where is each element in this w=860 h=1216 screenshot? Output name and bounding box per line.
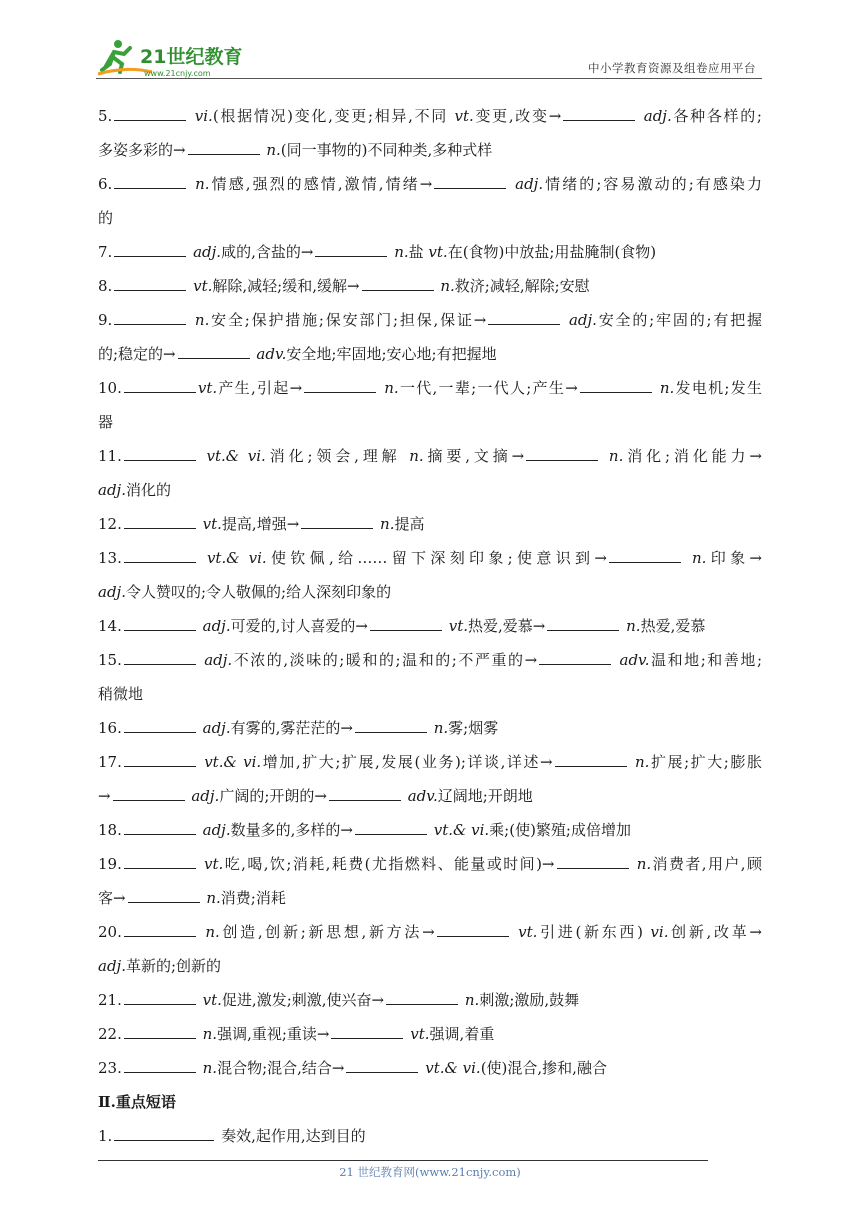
answer-blank[interactable] (178, 341, 250, 359)
text-line (98, 881, 762, 915)
text-line (98, 541, 762, 575)
text-segment: 扩展;扩大;膨胀 (649, 753, 762, 771)
part-of-speech: n. (205, 923, 220, 941)
text-segment: 消费;消耗 (220, 889, 286, 907)
text-segment: 不浓的,淡味的;暖和的;温和的;不严重的→ (232, 651, 538, 669)
text-segment: 引进(新东西) (537, 923, 651, 941)
answer-blank[interactable] (434, 171, 506, 189)
answer-blank[interactable] (331, 1021, 403, 1039)
part-of-speech: vt.& vi. (206, 447, 266, 465)
text-segment: 一代,一辈;一代人;产生→ (398, 379, 578, 397)
text-segment: 刺激;激励,鼓舞 (479, 991, 580, 1009)
part-of-speech: n. (636, 855, 652, 873)
answer-blank[interactable] (124, 443, 196, 461)
text-segment: 吃,喝,饮;消耗,耗费(尤指燃料、能量或时间)→ (223, 855, 555, 873)
answer-blank[interactable] (124, 613, 196, 631)
text-segment: 14. (98, 617, 122, 635)
part-of-speech: vt.& vi. (206, 549, 267, 567)
logo-url: www.21cnjy.com (144, 69, 211, 78)
part-of-speech: n. (202, 1059, 218, 1077)
part-of-speech: vi. (650, 923, 669, 941)
text-segment: 增加,扩大;扩展,发展(业务);详谈,详述→ (261, 753, 553, 771)
part-of-speech: adj. (193, 243, 222, 261)
answer-blank[interactable] (563, 103, 635, 121)
part-of-speech: n. (626, 617, 641, 635)
answer-blank[interactable] (114, 171, 186, 189)
answer-blank[interactable] (315, 239, 387, 257)
text-segment: 创造,创新;新思想,新方法→ (219, 923, 435, 941)
answer-blank[interactable] (437, 919, 509, 937)
text-line (98, 133, 762, 167)
part-of-speech: adv. (619, 651, 650, 669)
part-of-speech: vt.& vi. (425, 1059, 481, 1077)
part-of-speech: vt. (204, 855, 224, 873)
text-line (98, 337, 762, 371)
text-segment: 安全地;牢固地;安心地;有把握地 (286, 345, 497, 363)
part-of-speech: vt. (202, 991, 222, 1009)
part-of-speech: adj. (204, 651, 233, 669)
part-of-speech: adj. (98, 583, 126, 601)
logo-title: 21世纪教育 (140, 46, 243, 68)
part-of-speech: n. (659, 379, 675, 397)
text-segment: 消费者,用户,顾 (651, 855, 762, 873)
text-line (98, 201, 762, 235)
platform-name: 中小学教育资源及组卷应用平台 (588, 61, 756, 75)
text-segment: 变更,改变→ (473, 107, 562, 125)
part-of-speech: vt. (193, 277, 213, 295)
answer-blank[interactable] (188, 137, 260, 155)
text-segment (562, 311, 569, 329)
part-of-speech: vt. (428, 243, 448, 261)
part-of-speech: n. (608, 447, 624, 465)
text-line (98, 847, 762, 881)
text-line (98, 711, 762, 745)
text-segment: 23. (98, 1059, 122, 1077)
part-of-speech: vi. (194, 107, 213, 125)
text-line (98, 507, 762, 541)
text-segment: 19. (98, 855, 122, 873)
part-of-speech: adj. (568, 311, 597, 329)
text-segment: 强调,重视;重读→ (217, 1025, 330, 1043)
text-line (98, 235, 762, 269)
part-of-speech: adj. (202, 617, 231, 635)
text-segment: 咸的,含盐的→ (221, 243, 314, 261)
text-line (98, 1017, 762, 1051)
answer-blank[interactable] (557, 851, 629, 869)
text-segment: 10. (98, 379, 122, 397)
answer-blank[interactable] (370, 613, 442, 631)
text-segment: 8. (98, 277, 113, 295)
part-of-speech: vt. (202, 515, 222, 533)
text-segment: 救济;减轻,解除;安慰 (454, 277, 590, 295)
part-of-speech: n. (194, 311, 210, 329)
part-of-speech: n. (634, 753, 650, 771)
text-segment: 辽阔地;开朗地 (437, 787, 533, 805)
part-of-speech: vt. (197, 379, 218, 397)
text-segment: 各种各样的; (671, 107, 762, 125)
text-segment: 7. (98, 243, 113, 261)
answer-blank[interactable] (124, 375, 196, 393)
text-segment: 雾;烟雾 (448, 719, 499, 737)
text-segment: 22. (98, 1025, 122, 1043)
text-segment: 多姿多彩的→ (98, 141, 186, 159)
text-segment: 令人赞叹的;令人敬佩的;给人深刻印象的 (125, 583, 392, 601)
text-segment: 解除,减轻;缓和,缓解→ (212, 277, 360, 295)
part-of-speech: n. (692, 549, 707, 567)
answer-blank[interactable] (355, 817, 427, 835)
text-segment: 安全的;牢固的;有把握 (596, 311, 762, 329)
text-segment: 革新的;创新的 (125, 957, 222, 975)
text-segment: 1. (98, 1127, 113, 1145)
site-logo (96, 36, 266, 80)
page-header (96, 36, 762, 80)
text-line (98, 167, 762, 201)
text-line (98, 1085, 762, 1119)
part-of-speech: adv. (256, 345, 287, 363)
part-of-speech: adj. (643, 107, 672, 125)
text-segment: 情绪的;容易激动的;有感染力 (543, 175, 762, 193)
text-segment: 可爱的,讨人喜爱的→ (230, 617, 368, 635)
answer-blank[interactable] (113, 783, 185, 801)
answer-blank[interactable] (580, 375, 652, 393)
text-segment: 17. (98, 753, 122, 771)
answer-blank[interactable] (124, 1021, 196, 1039)
text-segment (188, 311, 195, 329)
text-line (98, 813, 762, 847)
text-segment (198, 447, 207, 465)
text-segment: 奏效,起作用,达到目的 (216, 1127, 366, 1145)
text-segment: 16. (98, 719, 122, 737)
answer-blank[interactable] (362, 273, 434, 291)
answer-blank[interactable] (114, 1123, 214, 1141)
answer-blank[interactable] (124, 851, 196, 869)
text-segment: 20. (98, 923, 122, 941)
text-segment: 12. (98, 515, 122, 533)
text-line (98, 269, 762, 303)
text-segment: 热爱,爱慕 (640, 617, 706, 635)
text-segment: 使钦佩,给……留下深刻印象;使意识到→ (266, 549, 607, 567)
text-line (98, 643, 762, 677)
answer-blank[interactable] (124, 987, 196, 1005)
part-of-speech: n. (394, 243, 409, 261)
text-segment: 提高,增强→ (221, 515, 300, 533)
text-segment: 9. (98, 311, 113, 329)
part-of-speech: n. (384, 379, 399, 397)
text-segment: 的;稳定的→ (98, 345, 176, 363)
answer-blank[interactable] (124, 919, 196, 937)
part-of-speech: n. (206, 889, 221, 907)
part-of-speech: adj. (98, 957, 126, 975)
text-segment: 消化;领会,理解 (265, 447, 410, 465)
answer-blank[interactable] (609, 545, 681, 563)
text-line (98, 949, 762, 983)
text-line (98, 405, 762, 439)
part-of-speech: adj. (202, 719, 231, 737)
part-of-speech: n. (380, 515, 395, 533)
text-segment (198, 549, 207, 567)
answer-blank[interactable] (555, 749, 627, 767)
text-segment: 热爱,爱慕→ (468, 617, 546, 635)
text-segment: 数量多的,多样的→ (230, 821, 353, 839)
answer-blank[interactable] (124, 511, 196, 529)
answer-blank[interactable] (547, 613, 619, 631)
answer-blank[interactable] (488, 307, 560, 325)
section-heading: Ⅱ.重点短语 (98, 1093, 176, 1111)
text-segment: (根据情况)变化,变更;相异,不同 (212, 107, 455, 125)
text-segment (511, 923, 518, 941)
answer-blank[interactable] (526, 443, 598, 461)
answer-blank[interactable] (128, 885, 200, 903)
part-of-speech: n. (202, 1025, 218, 1043)
text-segment: 6. (98, 175, 113, 193)
text-line (98, 677, 762, 711)
text-line (98, 99, 762, 133)
text-segment: 5. (98, 107, 113, 125)
answer-blank[interactable] (304, 375, 376, 393)
text-line (98, 303, 762, 337)
text-segment: 13. (98, 549, 122, 567)
answer-blank[interactable] (124, 715, 196, 733)
text-segment (683, 549, 692, 567)
text-line (98, 439, 762, 473)
part-of-speech: n. (409, 447, 424, 465)
text-segment: 的 (98, 209, 114, 227)
text-line (98, 779, 762, 813)
text-segment: 摘要,文摘→ (423, 447, 525, 465)
part-of-speech: n. (464, 991, 480, 1009)
text-segment: (使)混合,掺和,融合 (480, 1059, 607, 1077)
answer-blank[interactable] (114, 103, 186, 121)
text-segment: 产生,引起→ (217, 379, 303, 397)
part-of-speech: n. (195, 175, 210, 193)
text-segment: 发电机;发生 (674, 379, 762, 397)
answer-blank[interactable] (329, 783, 401, 801)
text-segment: 21. (98, 991, 122, 1009)
part-of-speech: adj. (202, 821, 231, 839)
text-segment: 盐 (408, 243, 429, 261)
part-of-speech: vt. (454, 107, 474, 125)
text-line (98, 609, 762, 643)
text-segment: 有雾的,雾茫茫的→ (230, 719, 353, 737)
answer-blank[interactable] (355, 715, 427, 733)
text-segment: 器 (98, 413, 114, 431)
answer-blank[interactable] (539, 647, 611, 665)
text-segment: 消化的 (125, 481, 171, 499)
answer-blank[interactable] (124, 647, 196, 665)
part-of-speech: n. (440, 277, 455, 295)
answer-blank[interactable] (124, 817, 196, 835)
text-line (98, 473, 762, 507)
part-of-speech: vt.& vi. (204, 753, 262, 771)
text-segment: 18. (98, 821, 122, 839)
part-of-speech: vt. (448, 617, 469, 635)
text-segment: 11. (98, 447, 122, 465)
part-of-speech: vt. (518, 923, 538, 941)
text-segment: 客→ (98, 889, 126, 907)
text-segment: 稍微地 (98, 685, 144, 703)
text-segment: 15. (98, 651, 122, 669)
answer-blank[interactable] (114, 307, 186, 325)
answer-blank[interactable] (114, 273, 186, 291)
text-segment: 乘;(使)繁殖;成倍增加 (489, 821, 631, 839)
part-of-speech: adj. (191, 787, 220, 805)
answer-blank[interactable] (386, 987, 458, 1005)
part-of-speech: vt. (410, 1025, 430, 1043)
answer-blank[interactable] (124, 1055, 196, 1073)
text-line (98, 371, 762, 405)
text-segment: 提高 (394, 515, 425, 533)
part-of-speech: adv. (407, 787, 438, 805)
text-segment: 安全;保护措施;保安部门;担保,保证→ (209, 311, 487, 329)
text-line (98, 745, 762, 779)
part-of-speech: vt.& vi. (433, 821, 490, 839)
header-divider (96, 78, 762, 79)
text-segment: 温和地;和善地; (649, 651, 762, 669)
text-segment: 混合物;混合,结合→ (217, 1059, 345, 1077)
answer-blank[interactable] (124, 749, 196, 767)
answer-blank[interactable] (114, 239, 186, 257)
text-segment: 促进,激发;刺激,使兴奋→ (221, 991, 385, 1009)
text-segment: → (98, 787, 111, 805)
vocabulary-list (98, 99, 762, 1153)
text-segment: 在(食物)中放盐;用盐腌制(食物) (447, 243, 657, 261)
text-segment: 广阔的;开朗的→ (219, 787, 327, 805)
answer-blank[interactable] (301, 511, 373, 529)
part-of-speech: adj. (98, 481, 126, 499)
part-of-speech: adj. (515, 175, 544, 193)
text-line (98, 983, 762, 1017)
part-of-speech: n. (266, 141, 281, 159)
footer-text: 21 世纪教育网(www.21cnjy.com) (339, 1165, 521, 1179)
text-segment: 印象→ (706, 549, 762, 567)
text-line (98, 915, 762, 949)
text-segment: 情感,强烈的感情,激情,情绪→ (209, 175, 433, 193)
text-line (98, 1051, 762, 1085)
text-segment: 强调,着重 (429, 1025, 495, 1043)
text-segment (600, 447, 609, 465)
text-segment: (同一事物的)不同种类,多种式样 (280, 141, 493, 159)
text-segment: 消化;消化能力→ (623, 447, 762, 465)
answer-blank[interactable] (346, 1055, 418, 1073)
footer-divider (98, 1160, 708, 1161)
text-line (98, 575, 762, 609)
part-of-speech: n. (433, 719, 449, 737)
answer-blank[interactable] (124, 545, 196, 563)
text-line (98, 1119, 762, 1153)
text-segment: 创新,改革→ (668, 923, 762, 941)
